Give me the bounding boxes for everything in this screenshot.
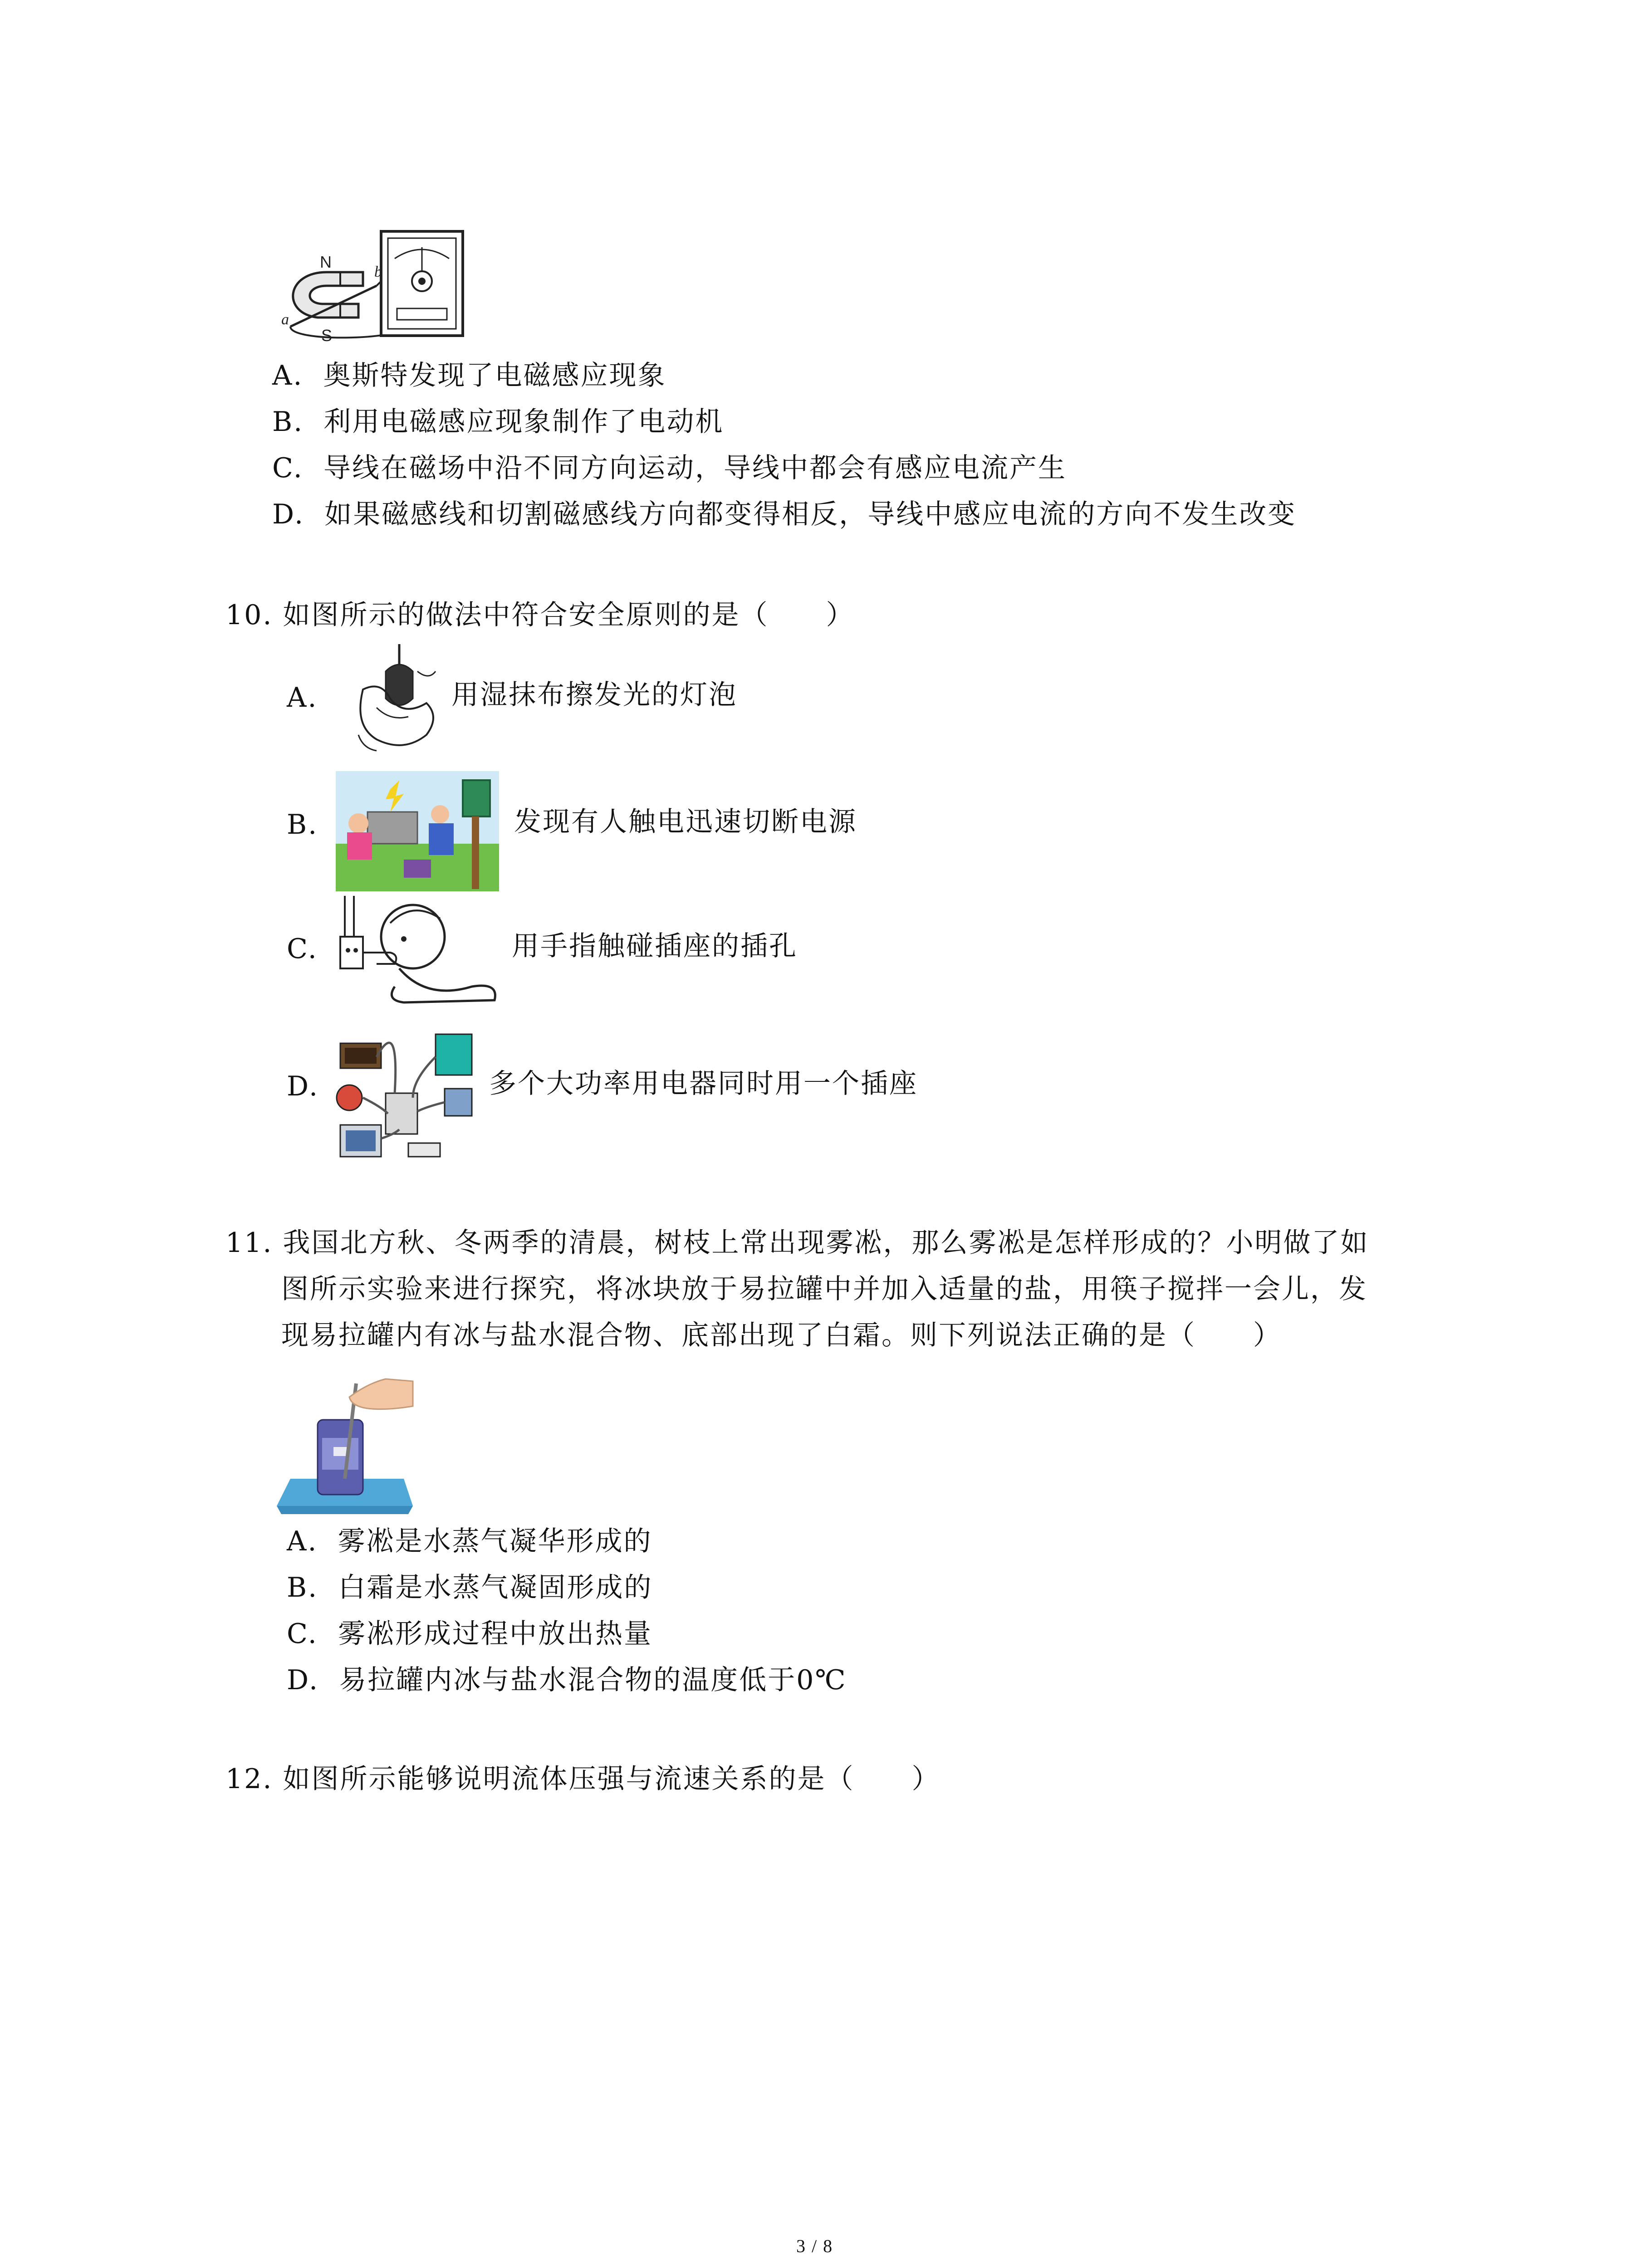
- q11-option-b: [287, 1569, 652, 1606]
- option-text: 雾凇形成过程中放出热量: [338, 1618, 652, 1650]
- q11-option-d: [287, 1662, 847, 1698]
- conductor-a-label: a: [281, 311, 289, 328]
- option-text: 奥斯特发现了电磁感应现象: [323, 360, 666, 391]
- q11-option-c: [287, 1616, 652, 1652]
- overloaded-socket-image: [331, 1016, 485, 1161]
- q11-stem-line-2: 图所示实验来进行探究，将冰块放于易拉罐中并加入适量的盐，用筷子搅拌一会儿，发: [281, 1273, 1367, 1305]
- q10-stem: 10. 如图所示的做法中符合安全原则的是（ ）: [225, 599, 855, 631]
- q11-stem-line-3: 现易拉罐内有冰与盐水混合物、底部出现了白霜。则下列说法正确的是（ ）: [281, 1320, 1282, 1351]
- q10-option-d-letter: D.: [287, 1070, 319, 1102]
- q10-option-c-letter: C.: [287, 933, 318, 965]
- q12-stem: 12. 如图所示能够说明流体压强与流速关系的是（ ）: [225, 1763, 941, 1795]
- option-letter: C.: [272, 452, 304, 484]
- q9-option-c: [272, 450, 1067, 486]
- wet-cloth-bulb-image: [349, 644, 445, 758]
- ice-salt-can-image: [277, 1370, 413, 1515]
- q10-option-a-letter: A.: [287, 682, 318, 714]
- option-letter: A.: [272, 360, 304, 391]
- page-number: 3 / 8: [796, 2236, 833, 2256]
- option-text: 导线在磁场中沿不同方向运动，导线中都会有感应电流产生: [323, 452, 1067, 484]
- q10-option-d-text: 多个大功率用电器同时用一个插座: [489, 1068, 918, 1100]
- conductor-b-label: b: [374, 264, 382, 280]
- electromagnetic-induction-figure: [272, 222, 472, 345]
- option-text: 如果磁感线和切割磁感线方向都变得相反，导线中感应电流的方向不发生改变: [324, 499, 1297, 530]
- q10-option-b-text: 发现有人触电迅速切断电源: [514, 806, 857, 838]
- option-text: 利用电磁感应现象制作了电动机: [323, 406, 724, 438]
- option-letter: B.: [287, 1572, 318, 1603]
- option-text: 易拉罐内冰与盐水混合物的温度低于0℃: [339, 1664, 847, 1696]
- cut-power-rescue-image: [336, 771, 499, 891]
- q11-option-a: [287, 1523, 652, 1559]
- magnet-s-label: S: [321, 326, 333, 345]
- option-letter: C.: [287, 1618, 318, 1650]
- option-letter: B.: [272, 406, 304, 438]
- q9-option-a: [272, 357, 666, 394]
- option-letter: D.: [287, 1664, 319, 1696]
- q9-option-d: [272, 496, 1296, 533]
- option-text: 白霜是水蒸气凝固形成的: [338, 1572, 653, 1603]
- q9-option-b: [272, 404, 724, 440]
- q10-option-b-letter: B.: [287, 809, 318, 841]
- option-letter: A.: [287, 1525, 318, 1557]
- finger-socket-image: [336, 896, 508, 1007]
- q10-option-a-text: 用湿抹布擦发光的灯泡: [451, 679, 737, 711]
- option-letter: D.: [272, 499, 305, 530]
- magnet-n-label: N: [320, 253, 332, 271]
- q10-option-c-text: 用手指触碰插座的插孔: [512, 930, 798, 962]
- option-text: 雾凇是水蒸气凝华形成的: [338, 1525, 652, 1557]
- q11-stem-line-1: 11. 我国北方秋、冬两季的清晨，树枝上常出现雾凇，那么雾凇是怎样形成的？小明做了如: [225, 1227, 1369, 1259]
